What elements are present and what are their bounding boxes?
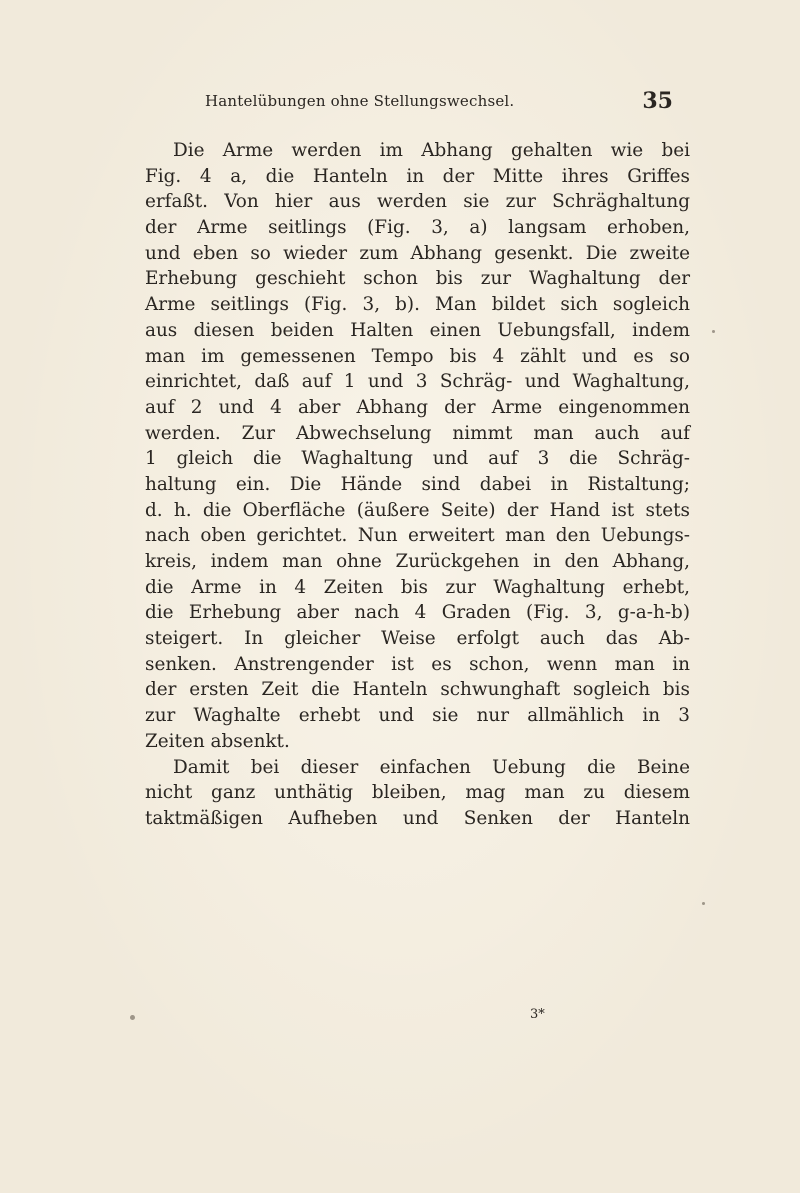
text-line: einrichtet, daß auf 1 und 3 Schräg- und Waghaltung, bbox=[145, 371, 690, 393]
text-line: erfaßt. Von hier aus werden sie zur Schräghaltung bbox=[145, 191, 690, 213]
text-line: steigert. In gleicher Weise erfolgt auch das Ab- bbox=[145, 628, 690, 650]
text-line: kreis, indem man ohne Zurückgehen in den Abhang, bbox=[145, 551, 690, 572]
page-header bbox=[205, 88, 673, 118]
text-line: nicht ganz unthätig bleiben, mag man zu diesem bbox=[145, 782, 690, 804]
text-line: werden. Zur Abwechselung nimmt man auch auf bbox=[145, 422, 690, 444]
text-line: die Erhebung aber nach 4 Graden (Fig. 3, g-a-h-b) bbox=[145, 602, 690, 624]
text-line: haltung ein. Die Hände sind dabei in Ristaltung; bbox=[145, 473, 690, 495]
text-line: zur Waghalte erhebt und sie nur allmählich in 3 bbox=[145, 705, 690, 727]
text-line: d. h. die Oberfläche (äußere Seite) der Hand ist stets bbox=[145, 499, 690, 521]
text-line: aus diesen beiden Halten einen Uebungsfall, indem bbox=[145, 319, 690, 341]
text-line: 1 gleich die Waghaltung und auf 3 die Schräg- bbox=[145, 448, 690, 470]
text-line: nach oben gerichtet. Nun erweitert man den Uebungs- bbox=[145, 525, 690, 547]
body-text bbox=[145, 138, 690, 832]
page-number: 35 bbox=[642, 88, 673, 114]
text-line: der ersten Zeit die Hanteln schwunghaft sogleich bis bbox=[145, 679, 690, 701]
text-line: Damit bei dieser einfachen Uebung die Beine bbox=[173, 756, 690, 778]
ink-spot bbox=[712, 330, 715, 333]
text-line: Zeiten absenkt. bbox=[145, 730, 290, 752]
text-line: auf 2 und 4 aber Abhang der Arme eingenommen bbox=[145, 396, 690, 418]
text-line: taktmäßigen Aufheben und Senken der Hanteln bbox=[145, 807, 690, 829]
ink-spot bbox=[702, 902, 705, 905]
text-line: man im gemessenen Tempo bis 4 zählt und es so bbox=[145, 345, 690, 367]
text-line: Die Arme werden im Abhang gehalten wie bei bbox=[173, 140, 690, 161]
text-line: senken. Anstrengender ist es schon, wenn man in bbox=[145, 653, 690, 675]
text-line: die Arme in 4 Zeiten bis zur Waghaltung erhebt, bbox=[145, 576, 690, 598]
text-line: Arme seitlings (Fig. 3, b). Man bildet sich sogleich bbox=[145, 294, 690, 316]
text-line: Fig. 4 a, die Hanteln in der Mitte ihres Griffes bbox=[145, 165, 690, 187]
text-line: Erhebung geschieht schon bis zur Waghaltung der bbox=[145, 268, 690, 290]
text-line: der Arme seitlings (Fig. 3, a) langsam erhoben, bbox=[145, 217, 690, 239]
text-line: und eben so wieder zum Abhang gesenkt. Die zweite bbox=[145, 242, 690, 264]
running-head: Hantelübungen ohne Stellungswechsel. bbox=[205, 92, 515, 110]
ink-spot bbox=[130, 1015, 135, 1020]
signature-mark: 3* bbox=[530, 1007, 545, 1022]
